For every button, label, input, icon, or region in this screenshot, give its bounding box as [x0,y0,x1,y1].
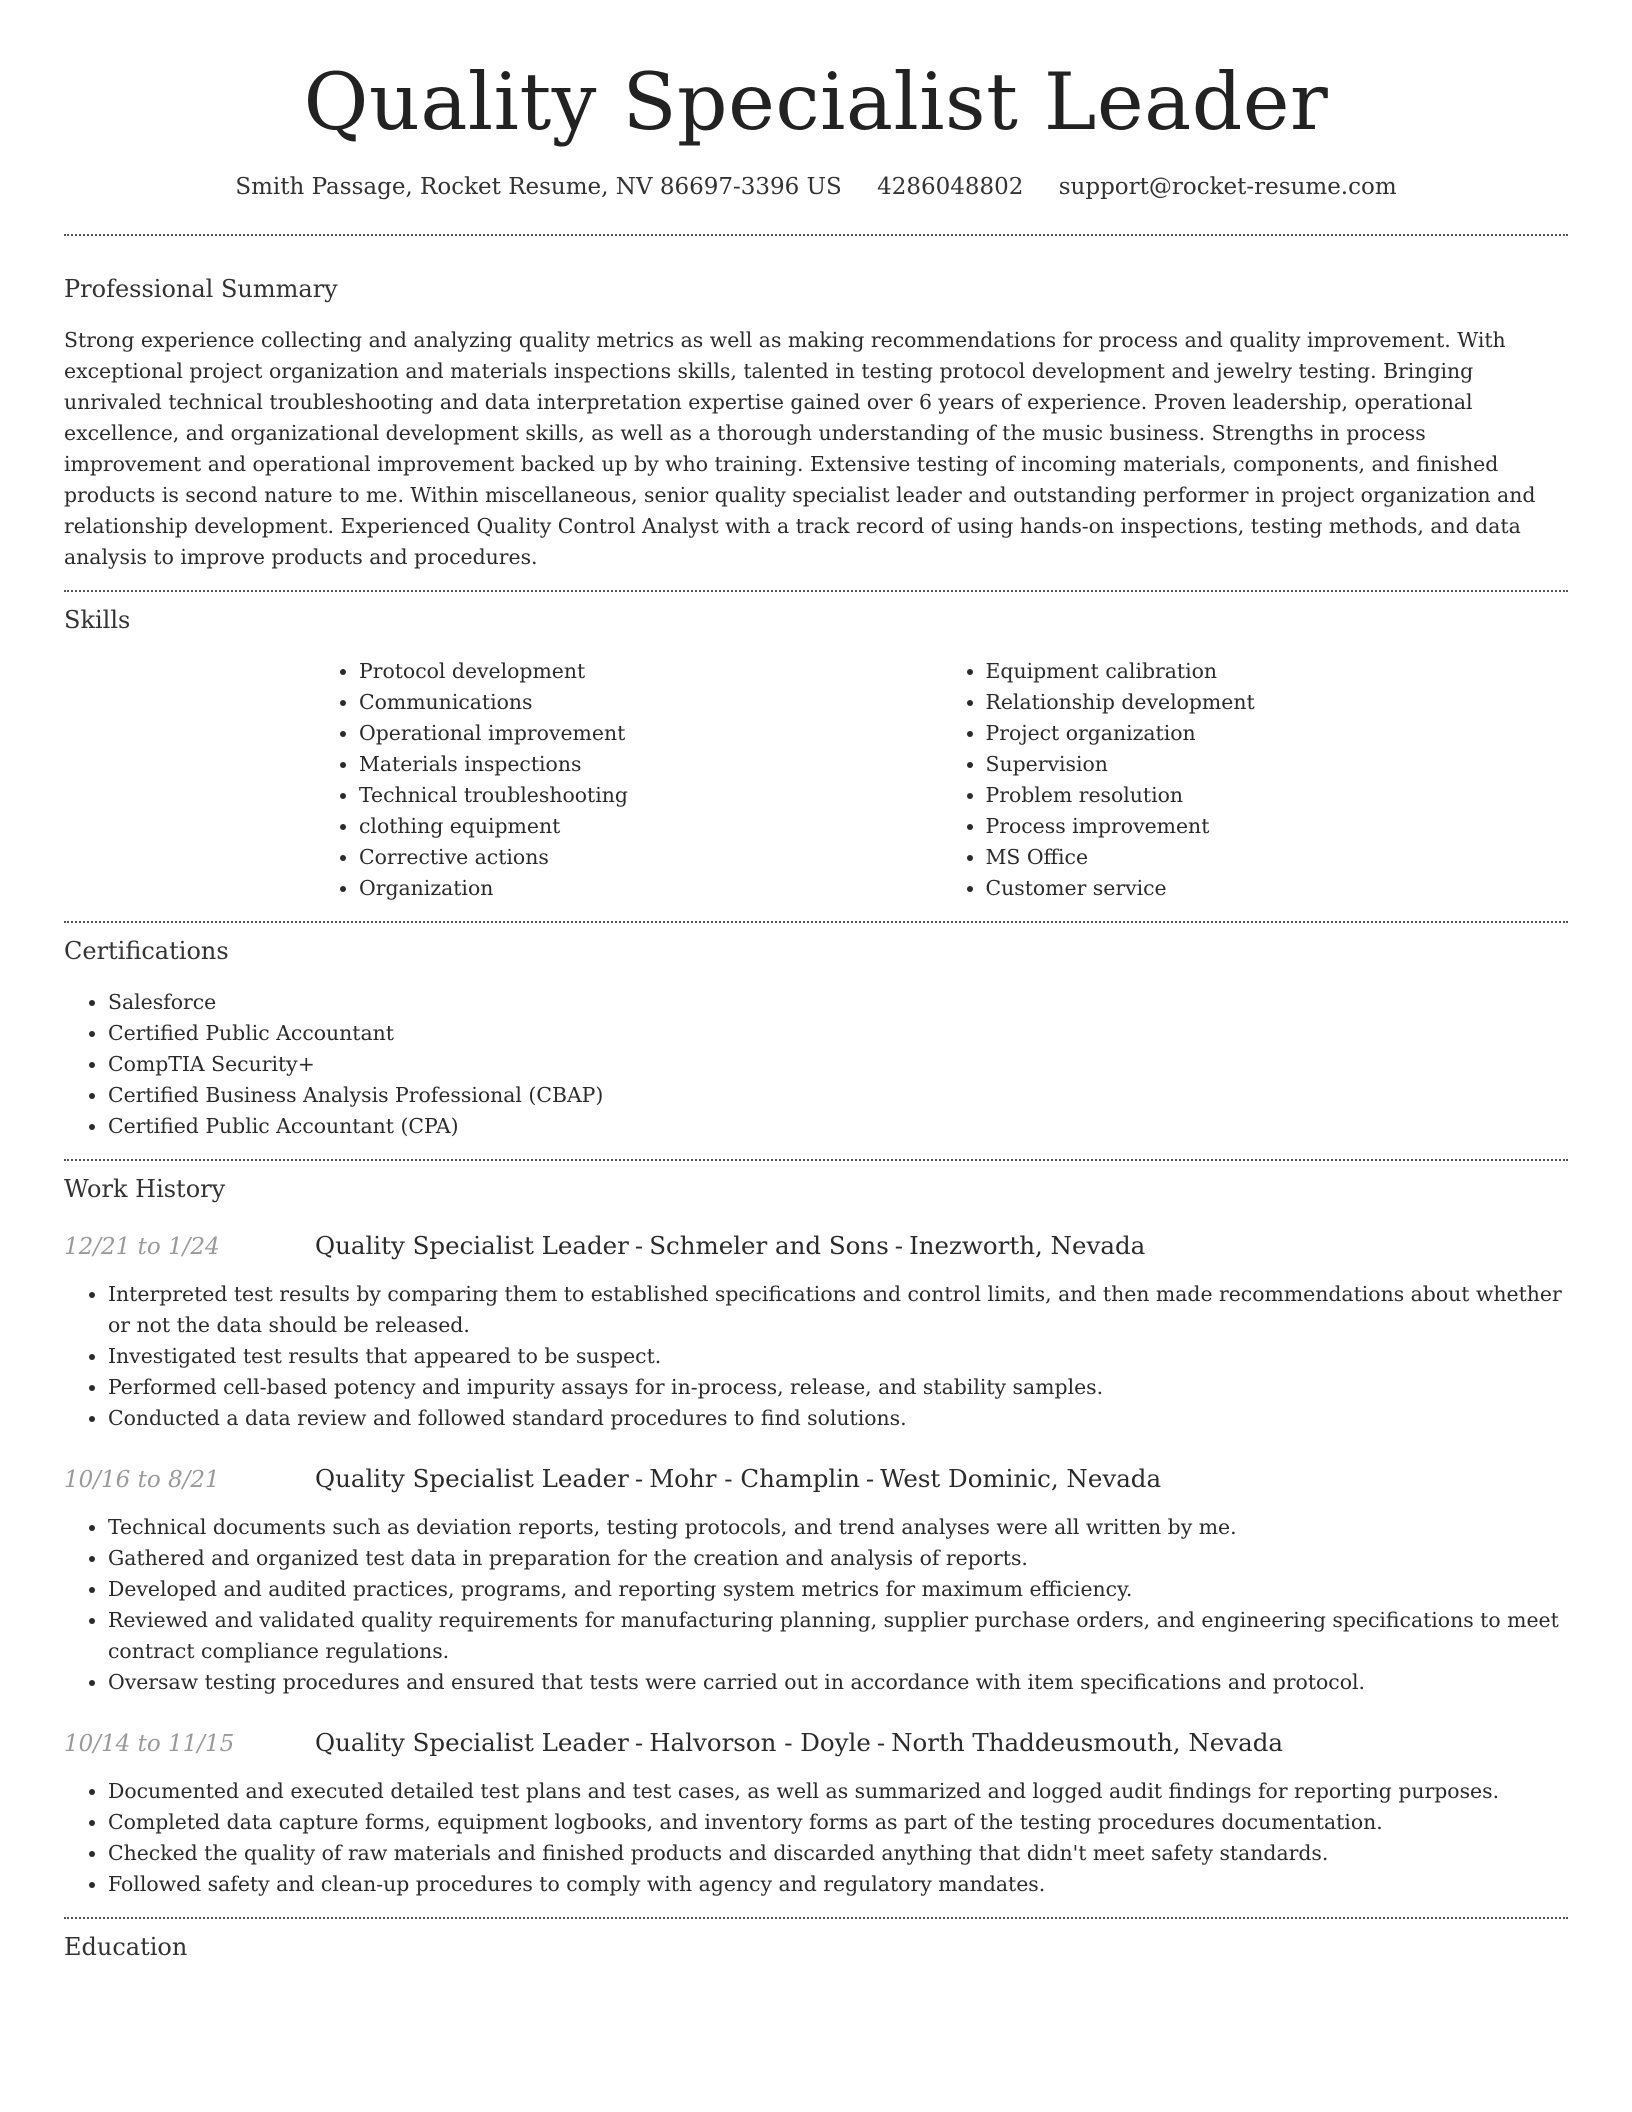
certification-item: • Certified Public Accountant [108,1018,1568,1049]
job-date: 12/21 to 1/24 [64,1234,220,1260]
skill-item: • MS Office [986,842,1569,873]
skills-grid [315,656,1568,904]
education-section [64,1919,1568,1964]
summary-heading: Professional Summary [64,275,338,303]
job-title: Quality Specialist Leader - Schmeler and Sons - Inezworth, Nevada [315,1231,1146,1260]
job-duty: • Performed cell-based potency and impurity assays for in-process, release, and stability samples. [108,1372,1568,1403]
resume-name: Quality Specialist Leader [303,56,1329,148]
skill-item: • Organization [359,873,942,904]
job-company: Schmeler and Sons [649,1231,889,1260]
job-duty: • Oversaw testing procedures and ensured that tests were carried out in accordance with item specifications and protocol. [108,1667,1568,1698]
summary-text: Strong experience collecting and analyzing quality metrics as well as making recommendations for process and quality improvement. With exceptional project organization and materials inspections skills, talented in testing protocol development and jewelry testing. Bringing unrivaled technical troubleshooting and data interpretation expertise gained over 6 years of experience. Proven leadership, operational excellence, and organizational development skills, as well as a thorough understanding of the music business. Strengths in process improvement and operational improvement backed up by who training. Extensive testing of incoming materials, components, and finished products is second nature to me. Within miscellaneous, senior quality specialist leader and outstanding performer in project organization and relationship development. Experienced Quality Control Analyst with a track record of using hands-on inspections, testing methods, and data analysis to improve products and procedures. [64,328,1536,569]
job-duty: • Checked the quality of raw materials and finished products and discarded anything that didn't meet safety standards. [108,1838,1568,1869]
job-duty: • Followed safety and clean-up procedures to comply with agency and regulatory mandates. [108,1869,1568,1900]
skill-item: • Customer service [986,873,1569,904]
job-entry [64,1726,1568,1900]
job-duty: • Interpreted test results by comparing them to established specifications and control limits, and then made recommendations about whether or not the data should be released. [108,1279,1568,1341]
certifications-section [64,923,1568,1142]
education-heading: Education [64,1933,188,1961]
job-location: West Dominic, Nevada [880,1464,1162,1493]
job-duty: • Completed data capture forms, equipment logbooks, and inventory forms as part of the testing procedures documentation. [108,1807,1568,1838]
certification-item: • CompTIA Security+ [108,1049,1568,1080]
skills-list-left [315,656,942,904]
job-title: Quality Specialist Leader - Halvorson - Doyle - North Thaddeusmouth, Nevada [315,1728,1284,1757]
skill-item: • Project organization [986,718,1569,749]
job-duty: • Documented and executed detailed test plans and test cases, as well as summarized and logged audit findings for reporting purposes. [108,1776,1568,1807]
job-date: 10/14 to 11/15 [64,1731,235,1757]
job-entry [64,1229,1568,1434]
job-company: Mohr - Champlin [649,1464,860,1493]
job-duties [64,1776,1568,1900]
job-duties [64,1279,1568,1434]
skills-section [64,592,1568,904]
skill-item: • Operational improvement [359,718,942,749]
contact-phone: 4286048802 [877,174,1024,200]
skill-item: • Problem resolution [986,780,1569,811]
job-duty: • Gathered and organized test data in preparation for the creation and analysis of reports. [108,1543,1568,1574]
contact-address: Smith Passage, Rocket Resume, NV 86697-3396 US [235,174,842,200]
job-header [64,1229,1568,1264]
job-duty: • Developed and audited practices, programs, and reporting system metrics for maximum efficiency. [108,1574,1568,1605]
skill-item: • Process improvement [986,811,1569,842]
contact-email: support@rocket-resume.com [1058,174,1397,200]
skill-item: • Materials inspections [359,749,942,780]
job-header [64,1726,1568,1761]
job-role: Quality Specialist Leader [315,1231,629,1260]
certification-item: • Salesforce [108,987,1568,1018]
job-role: Quality Specialist Leader [315,1464,629,1493]
certification-item: • Certified Business Analysis Professional (CBAP) [108,1080,1568,1111]
job-duty: • Investigated test results that appeared to be suspect. [108,1341,1568,1372]
skill-item: • Communications [359,687,942,718]
job-duty: • Technical documents such as deviation reports, testing protocols, and trend analyses were all written by me. [108,1512,1568,1543]
skill-item: • Technical troubleshooting [359,780,942,811]
skills-heading: Skills [64,606,131,634]
job-duty: • Reviewed and validated quality requirements for manufacturing planning, supplier purchase orders, and engineering specifications to meet contract compliance regulations. [108,1605,1568,1667]
summary-section [64,236,1568,573]
work-history-heading: Work History [64,1175,226,1203]
job-location: Inezworth, Nevada [909,1231,1146,1260]
certifications-list [64,987,1568,1142]
skill-item: • Protocol development [359,656,942,687]
job-title: Quality Specialist Leader - Mohr - Champlin - West Dominic, Nevada [315,1464,1162,1493]
certifications-heading: Certifications [64,937,229,965]
contact-line [64,170,1568,204]
skill-item: • Supervision [986,749,1569,780]
job-header [64,1462,1568,1497]
job-company: Halvorson - Doyle [649,1728,871,1757]
job-duty: • Conducted a data review and followed standard procedures to find solutions. [108,1403,1568,1434]
skill-item: • Corrective actions [359,842,942,873]
certification-item: • Certified Public Accountant (CPA) [108,1111,1568,1142]
skill-item: • Equipment calibration [986,656,1569,687]
job-entry [64,1462,1568,1698]
skill-item: • Relationship development [986,687,1569,718]
job-role: Quality Specialist Leader [315,1728,629,1757]
skills-list-right [942,656,1569,904]
job-location: North Thaddeusmouth, Nevada [891,1728,1284,1757]
job-date: 10/16 to 8/21 [64,1467,220,1493]
job-duties [64,1512,1568,1698]
work-history-section [64,1161,1568,1900]
skill-item: • clothing equipment [359,811,942,842]
